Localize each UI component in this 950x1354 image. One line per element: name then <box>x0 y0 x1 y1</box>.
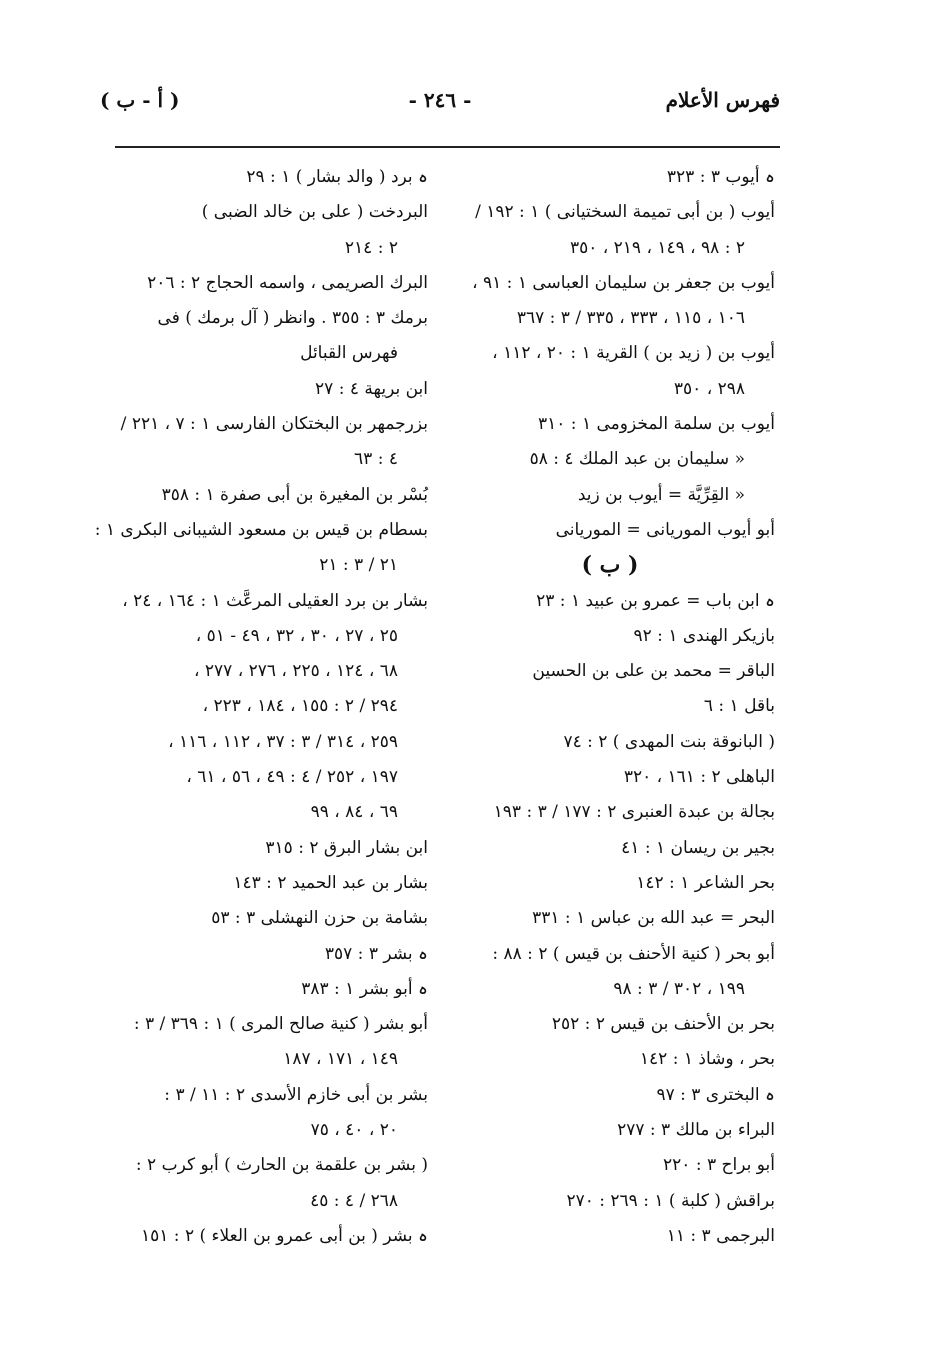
index-entry-line: البرجمى ٣ : ١١ <box>666 1225 775 1246</box>
index-entry-line: ٦٨ ، ١٢٤ ، ٢٢٥ ، ٢٧٦ ، ٢٧٧ ، <box>194 661 398 682</box>
index-entry-line: فهرس القبائل <box>300 343 398 364</box>
index-entry-line: البحر = عبد الله بن عباس ١ : ٣٣١ <box>532 908 775 929</box>
section-letter-heading: ( ب ) <box>581 552 639 579</box>
index-entry-line: أيوب بن جعفر بن سليمان العباسى ١ : ٩١ ، <box>472 272 775 293</box>
index-entry-line: برمك ٣ : ٣٥٥ . وانظر ( آل برمك ) فى <box>157 308 428 329</box>
index-entry-line: ہ أيوب ٣ : ٣٢٣ <box>666 167 775 187</box>
index-entry-line: ٢٥٩ ، ٣١٤ / ٣ : ٣٧ ، ١١٢ ، ١١٦ ، <box>168 731 398 752</box>
index-entry-line: بجالة بن عبدة العنبرى ٢ : ١٧٧ / ٣ : ١٩٣ <box>493 802 775 823</box>
index-entry-line: أيوب ( بن أبى تميمة السختيانى ) ١ : ١٩٢ / <box>475 202 775 223</box>
index-entry-line: بحر الشاعر ١ : ١٤٢ <box>636 872 775 893</box>
page-number: - ٢٤٦ - <box>408 88 472 112</box>
index-entry-line: أيوب بن ( زيد بن ) القرية ١ : ٢٠ ، ١١٢ ، <box>492 343 775 364</box>
index-entry-line: أيوب بن سلمة المخزومى ١ : ٣١٠ <box>537 414 775 435</box>
page-header <box>100 88 780 124</box>
index-entry-line: ٤ : ٦٣ <box>354 449 398 470</box>
index-entry-line: ہ البخترى ٣ : ٩٧ <box>656 1084 775 1105</box>
index-entry-line: أبو أيوب الموريانى = الموريانى <box>555 519 775 540</box>
index-entry-line: بُسْر بن المغيرة بن أبى صفرة ١ : ٣٥٨ <box>161 484 428 505</box>
index-entry-line: بجير بن ريسان ١ : ٤١ <box>621 837 775 858</box>
index-title: فهرس الأعلام <box>665 88 780 112</box>
index-entry-line: البراء بن مالك ٣ : ٢٧٧ <box>617 1120 775 1141</box>
index-entry-line: ٢٠ ، ٤٠ ، ٧٥ <box>310 1120 398 1141</box>
index-entry-line: البرك الصريمى ، واسمه الحجاج ٢ : ٢٠٦ <box>147 272 428 293</box>
index-entry-line: بشامة بن حزن النهشلى ٣ : ٥٣ <box>211 908 428 929</box>
index-entry-line: بازيكر الهندى ١ : ٩٢ <box>633 625 775 646</box>
index-entry-line: ہ بشر ٣ : ٣٥٧ <box>324 943 428 964</box>
index-entry-line: ہ برد ( والد بشار ) ١ : ٢٩ <box>246 167 428 187</box>
right-column <box>415 160 775 1254</box>
index-entry-line: ٢ : ٩٨ ، ١٤٩ ، ٢١٩ ، ٣٥٠ <box>569 237 745 258</box>
index-entry-line: ٦٩ ، ٨٤ ، ٩٩ <box>310 802 398 823</box>
index-entry-line: بحر بن الأحنف بن قيس ٢ : ٢٥٢ <box>551 1014 775 1035</box>
index-entry-line: بزرجمهر بن البختكان الفارسى ١ : ٧ ، ٢٢١ / <box>120 414 428 435</box>
index-entry-line: أبو براح ٣ : ٢٢٠ <box>663 1155 775 1176</box>
index-entry-line: ٢٦٨ / ٤ : ٤٥ <box>310 1190 398 1211</box>
index-entry-line: ہ بشر ( بن أبى عمرو بن العلاء ) ٢ : ١٥١ <box>140 1225 428 1246</box>
index-entry-line: ( البانوقة بنت المهدى ) ٢ : ٧٤ <box>563 731 775 752</box>
index-entry-line: « سليمان بن عبد الملك ٤ : ٥٨ <box>529 449 745 470</box>
index-entry-line: بشار بن برد العقيلى المرعَّث ١ : ١٦٤ ، ٢٤ ، <box>122 590 428 611</box>
index-entry-line: الباقر = محمد بن على بن الحسين <box>532 661 775 682</box>
index-entry-line: بشر بن أبى خازم الأسدى ٢ : ١١ / ٣ : <box>164 1084 428 1105</box>
index-entry-line: براقش ( كلبة ) ١ : ٢٦٩ : ٢٧٠ <box>566 1190 775 1211</box>
index-entry-line: ( بشر بن علقمة بن الحارث ) أبو كرب ٢ : <box>135 1155 428 1176</box>
index-entry-line: بشار بن عبد الحميد ٢ : ١٤٣ <box>233 872 428 893</box>
index-entry-line: ١٩٧ ، ٢٥٢ / ٤ : ٤٩ ، ٥٦ ، ٦١ ، <box>186 767 398 788</box>
header-rule <box>115 146 780 148</box>
index-entry-line: باقل ١ : ٦ <box>703 696 775 717</box>
index-entry-line: الباهلى ٢ : ١٦١ ، ٣٢٠ <box>623 767 775 788</box>
index-entry-line: بسطام بن قيس بن مسعود الشيبانى البكرى ١ : <box>94 519 428 540</box>
index-entry-line: ٢١ / ٣ : ٢١ <box>319 555 398 576</box>
index-entry-line: ١٩٩ ، ٣٠٢ / ٣ : ٩٨ <box>613 978 745 999</box>
index-entry-line: ابن بشار البرق ٢ : ٣١٥ <box>265 837 428 858</box>
index-entry-line: البردخت ( على بن خالد الضبى ) <box>201 202 428 223</box>
index-entry-line: أبو بشر ( كنية صالح المرى ) ١ : ٣٦٩ / ٣ : <box>133 1014 428 1035</box>
index-entry-line: ١٤٩ ، ١٧١ ، ١٨٧ <box>283 1049 398 1070</box>
index-entry-line: ٢٩٨ ، ٣٥٠ <box>673 378 745 399</box>
index-entry-line: ٢٩٤ / ٢ : ١٥٥ ، ١٨٤ ، ٢٢٣ ، <box>202 696 398 717</box>
index-entry-line: ہ ابن باب = عمرو بن عبيد ١ : ٢٣ <box>536 590 775 611</box>
index-entry-line: أبو بحر ( كنية الأحنف بن قيس ) ٢ : ٨٨ : <box>492 943 775 964</box>
index-entry-line: ہ أبو بشر ١ : ٣٨٣ <box>301 978 428 999</box>
index-entry-line: ١٠٦ ، ١١٥ ، ٣٣٣ ، ٣٣٥ / ٣ : ٣٦٧ <box>516 308 745 329</box>
left-column <box>94 160 428 1254</box>
index-entry-line: ابن بريهة ٤ : ٢٧ <box>315 378 428 399</box>
index-entry-line: بحر ، وشاذ ١ : ١٤٢ <box>639 1049 775 1070</box>
index-entry-line: « القِرِّيَّة = أيوب بن زيد <box>577 484 745 505</box>
index-entry-line: ٢٥ ، ٢٧ ، ٣٠ ، ٣٢ ، ٤٩ - ٥١ ، <box>195 625 398 646</box>
index-entry-line: ٢ : ٢١٤ <box>344 237 398 258</box>
letter-range: ( أ - ب ) <box>100 88 180 112</box>
